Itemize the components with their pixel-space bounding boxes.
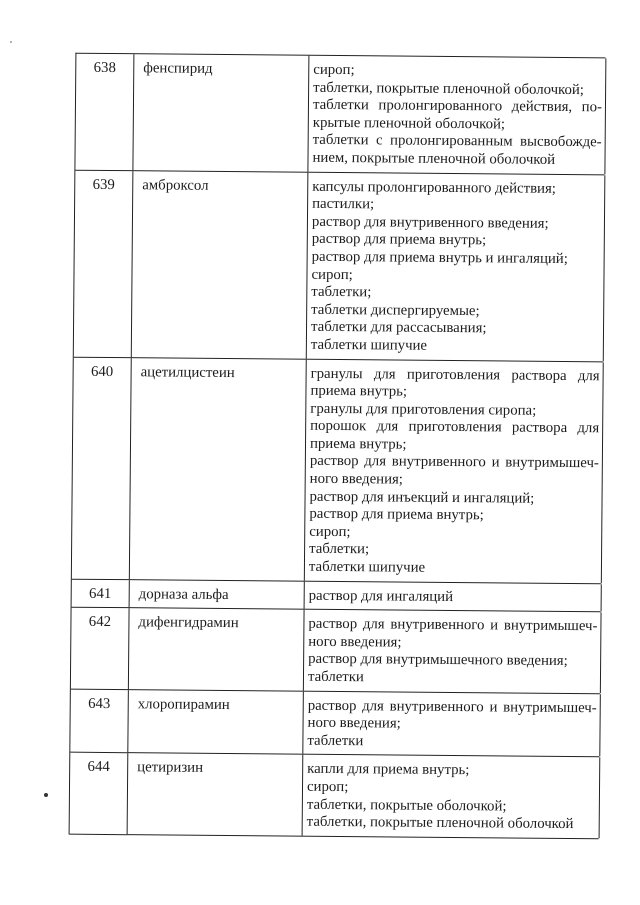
dosage-form-line: гранулы для приготовления раствора для xyxy=(310,365,600,384)
dosage-form-line: раствор для внутривенного и внутримышеч- xyxy=(308,615,598,635)
dosage-form-line: раствор для внутривенного введения; xyxy=(311,213,549,232)
dosage-form-line: раствор для внутривенного и внутримышеч- xyxy=(307,697,597,716)
dosage-form-line: раствор для ингаляций xyxy=(308,587,454,605)
dosage-form-line: таблетки с пролонгированным высвобожде- xyxy=(312,132,602,151)
dosage-form-line: капсулы пролонгированного действия; xyxy=(312,178,556,197)
dosage-form-line: таблетки пролонгированного действия, по- xyxy=(312,96,603,116)
dosage-form-line: приема внутрь; xyxy=(309,435,407,453)
dosage-forms xyxy=(307,172,606,361)
dosage-forms xyxy=(304,610,602,693)
dosage-form-line: таблетки; xyxy=(311,283,372,301)
dosage-form-line: порошок для приготовления раствора для xyxy=(310,418,600,437)
dosage-forms xyxy=(303,691,601,756)
table-row xyxy=(70,753,600,839)
row-number: 638 xyxy=(75,54,134,170)
drug-name: дифенгидрамин xyxy=(129,608,305,690)
dosage-form-line: нием, покрытые пленочной оболочкой xyxy=(312,149,556,168)
dosage-form-line: таблетки шипучие xyxy=(308,558,426,576)
table-row xyxy=(70,689,600,757)
dosage-form-line: таблетки xyxy=(307,668,364,686)
dosage-form-line: таблетки; xyxy=(309,541,370,558)
dosage-form-line: сироп; xyxy=(311,266,353,283)
dosage-form-line: сироп; xyxy=(306,778,349,796)
dosage-form-line: сироп; xyxy=(313,61,355,79)
dosage-form-line: раствор для приема внутрь и ингаляций; xyxy=(311,248,568,267)
dosage-form-line: таблетки шипучие xyxy=(310,336,428,354)
dosage-form-line: ного введения; xyxy=(307,714,401,732)
dosage-form-line: капли для приема внутрь; xyxy=(307,761,470,779)
table-row xyxy=(72,579,601,612)
dosage-form-line: приема внутрь; xyxy=(310,382,408,400)
dosage-form-line: ного введения; xyxy=(309,470,404,488)
dosage-form-line: сироп; xyxy=(309,523,351,540)
drug-name: цетиризин xyxy=(128,754,304,836)
table-row xyxy=(75,54,605,175)
dosage-forms xyxy=(308,56,606,174)
scan-speck xyxy=(44,793,48,797)
drug-table xyxy=(69,53,606,839)
dosage-form-line: раствор для приема внутрь; xyxy=(311,231,487,249)
drug-name: хлоропирамин xyxy=(128,690,304,754)
scan-speck xyxy=(10,41,12,43)
drug-name: амброксол xyxy=(132,171,309,358)
dosage-form-line: раствор для приема внутрь; xyxy=(309,506,484,524)
table-row xyxy=(74,170,605,362)
dosage-form-line: таблетки, покрытые оболочкой; xyxy=(306,796,507,815)
table-row xyxy=(71,608,601,694)
dosage-form-line: раствор для внутривенного и внутримышеч- xyxy=(309,453,599,472)
dosage-form-line: раствор для инъекций и ингаляций; xyxy=(309,488,535,507)
table-row xyxy=(72,357,603,584)
drug-name: дорназа альфа xyxy=(130,580,305,609)
dosage-forms xyxy=(305,359,604,583)
dosage-form-line: таблетки, покрытые пленочной оболочкой xyxy=(306,813,574,833)
dosage-form-line: ного введения; xyxy=(308,633,402,651)
row-number: 639 xyxy=(74,170,134,356)
dosage-forms xyxy=(305,581,602,611)
dosage-form-line: таблетки диспергируемые; xyxy=(311,301,480,319)
row-number: 640 xyxy=(72,357,132,579)
row-number: 643 xyxy=(70,689,129,752)
dosage-form-line: гранулы для приготовления сиропа; xyxy=(310,400,537,419)
drug-name: ацетилцистеин xyxy=(130,358,307,581)
dosage-form-line: раствор для внутримышечного введения; xyxy=(308,651,568,670)
dosage-form-line: пастилки; xyxy=(312,195,375,213)
dosage-form-line: таблетки xyxy=(307,732,364,750)
dosage-forms xyxy=(303,755,601,838)
row-number: 644 xyxy=(70,753,129,834)
dosage-form-line: таблетки для рассасывания; xyxy=(310,319,487,337)
row-number: 642 xyxy=(71,608,130,689)
row-number: 641 xyxy=(72,579,130,607)
dosage-form-line: таблетки, покрытые пленочной оболочкой; xyxy=(313,79,585,98)
dosage-form-line: крытые пленочной оболочкой; xyxy=(312,114,506,133)
drug-name: фенспирид xyxy=(133,54,309,171)
